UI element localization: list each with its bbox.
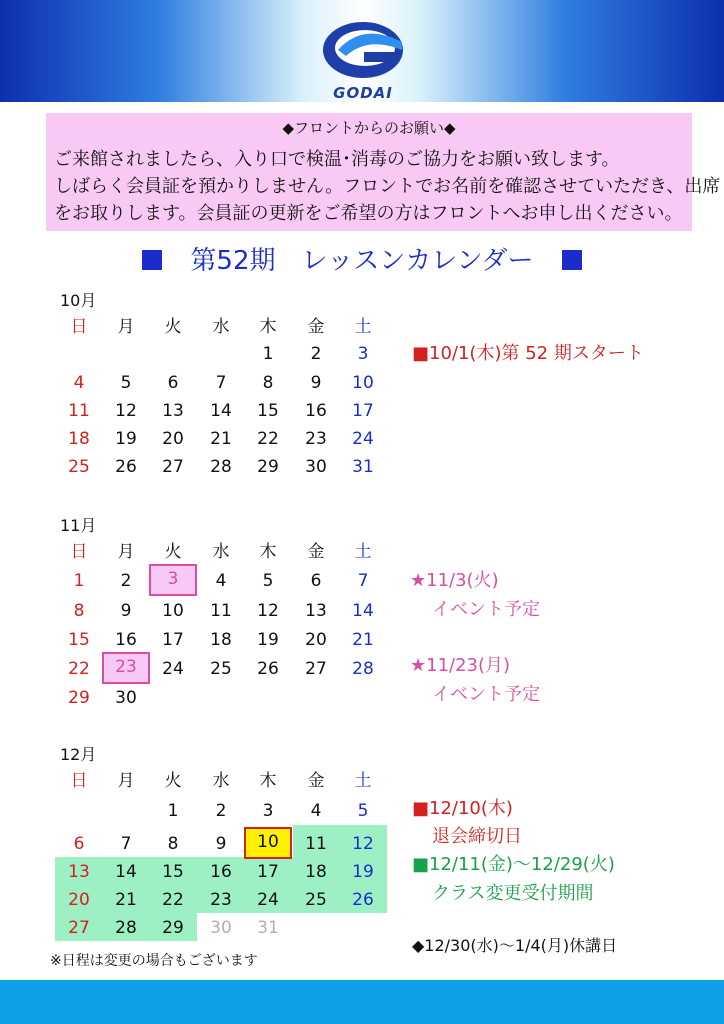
weekday-header: 火 <box>164 771 182 791</box>
calendar-day: 30 <box>115 688 137 708</box>
calendar-day: 26 <box>115 457 137 477</box>
notice-line: ご来館されましたら、入り口で検温･消毒のご協力をお願い致します。 <box>54 149 620 170</box>
event-dec11-date: ■12/11(金)～12/29(火) <box>412 854 615 875</box>
calendar-day: 1 <box>262 344 274 364</box>
calendar-day: 19 <box>352 862 374 882</box>
calendar-day: 6 <box>167 373 179 393</box>
weekday-header: 金 <box>307 542 325 562</box>
calendar-day: 29 <box>257 457 279 477</box>
weekday-header: 日 <box>70 317 88 337</box>
calendar-day: 15 <box>257 401 279 421</box>
calendar-day: 25 <box>305 890 327 910</box>
logo-text: GODAI <box>333 84 393 102</box>
calendar-day: 5 <box>262 571 274 591</box>
calendar-day: 23 <box>305 429 327 449</box>
calendar-day: 22 <box>257 429 279 449</box>
calendar-day: 3 <box>149 564 197 596</box>
calendar-day: 16 <box>305 401 327 421</box>
calendar-day: 12 <box>257 601 279 621</box>
calendar-day: 8 <box>167 834 179 854</box>
calendar-day: 13 <box>68 862 90 882</box>
calendar-day: 6 <box>73 834 85 854</box>
calendar-day: 12 <box>352 834 374 854</box>
calendar-day: 7 <box>120 834 132 854</box>
calendar-day: 27 <box>162 457 184 477</box>
calendar-day: 5 <box>120 373 132 393</box>
weekday-header: 日 <box>70 771 88 791</box>
calendar-day: 31 <box>257 918 279 938</box>
event-dec10-date: ■12/10(木) <box>412 798 513 819</box>
calendar-day: 18 <box>210 630 232 650</box>
calendar-day: 24 <box>257 890 279 910</box>
calendar-day: 26 <box>352 890 374 910</box>
calendar-day: 14 <box>210 401 232 421</box>
notice-line: をお取りします。会員証の更新をご希望の方はフロントへお申し出ください。 <box>54 203 683 224</box>
weekday-header: 土 <box>354 542 372 562</box>
weekday-header: 金 <box>307 771 325 791</box>
event-dec10-desc: 退会締切日 <box>432 826 522 847</box>
calendar-day: 19 <box>257 630 279 650</box>
calendar-day: 16 <box>115 630 137 650</box>
calendar-day: 17 <box>162 630 184 650</box>
calendar-day: 28 <box>352 659 374 679</box>
calendar-day: 13 <box>162 401 184 421</box>
calendar-day: 10 <box>244 827 292 859</box>
weekday-header: 木 <box>259 771 277 791</box>
weekday-header: 月 <box>117 317 135 337</box>
calendar-day: 17 <box>352 401 374 421</box>
godai-swirl-icon <box>318 16 408 86</box>
weekday-header: 月 <box>117 771 135 791</box>
calendar-day: 18 <box>305 862 327 882</box>
footer-bar <box>0 980 724 1024</box>
calendar-day: 1 <box>167 801 179 821</box>
calendar-day: 7 <box>357 571 369 591</box>
calendar-day: 14 <box>115 862 137 882</box>
calendar-day: 11 <box>305 834 327 854</box>
calendar-day: 25 <box>210 659 232 679</box>
calendar-day: 4 <box>215 571 227 591</box>
calendar-title-text: 第52期 レッスンカレンダー <box>190 246 534 276</box>
calendar-day: 10 <box>352 373 374 393</box>
godai-logo <box>318 16 408 102</box>
calendar-day: 27 <box>305 659 327 679</box>
calendar-day: 9 <box>215 834 227 854</box>
weekday-header: 土 <box>354 771 372 791</box>
calendar-day: 2 <box>215 801 227 821</box>
calendar-day: 26 <box>257 659 279 679</box>
calendar-day: 23 <box>210 890 232 910</box>
calendar-day: 24 <box>162 659 184 679</box>
calendar-day: 22 <box>162 890 184 910</box>
calendar-day: 4 <box>73 373 85 393</box>
calendar-day: 12 <box>115 401 137 421</box>
calendar-day: 30 <box>210 918 232 938</box>
calendar-day: 3 <box>357 344 369 364</box>
calendar-day: 11 <box>68 401 90 421</box>
calendar-day: 25 <box>68 457 90 477</box>
event-nov23-date: ★11/23(月) <box>410 655 511 676</box>
weekday-header: 月 <box>117 542 135 562</box>
weekday-header: 木 <box>259 317 277 337</box>
event-oct-start: ■10/1(木)第 52 期スタート <box>412 343 644 364</box>
calendar-day: 10 <box>162 601 184 621</box>
weekday-header: 水 <box>212 317 230 337</box>
calendar-day: 24 <box>352 429 374 449</box>
calendar-day: 17 <box>257 862 279 882</box>
footer-note: ※日程は変更の場合もございます <box>50 953 258 969</box>
calendar-day: 29 <box>68 688 90 708</box>
calendar-day: 18 <box>68 429 90 449</box>
calendar-day: 9 <box>120 601 132 621</box>
event-holiday: ◆12/30(水)～1/4(月)休講日 <box>412 936 618 955</box>
event-nov23-desc: イベント予定 <box>432 684 540 705</box>
calendar-day: 21 <box>115 890 137 910</box>
calendar-day: 29 <box>162 918 184 938</box>
header-banner <box>0 0 724 102</box>
calendar-day: 5 <box>357 801 369 821</box>
calendar-day: 20 <box>68 890 90 910</box>
calendar-day: 15 <box>68 630 90 650</box>
calendar-title <box>0 240 724 277</box>
calendar-day: 21 <box>210 429 232 449</box>
calendar-day: 30 <box>305 457 327 477</box>
notice-box <box>46 113 721 231</box>
calendar-day: 13 <box>305 601 327 621</box>
weekday-header: 水 <box>212 771 230 791</box>
calendar-day: 20 <box>305 630 327 650</box>
calendar-day: 28 <box>210 457 232 477</box>
calendar-day: 6 <box>310 571 322 591</box>
weekday-header: 火 <box>164 542 182 562</box>
calendar-day: 2 <box>120 571 132 591</box>
event-dec11-desc: クラス変更受付期間 <box>432 883 594 904</box>
calendar-day: 23 <box>102 652 150 684</box>
weekday-header: 土 <box>354 317 372 337</box>
calendar-day: 27 <box>68 918 90 938</box>
square-icon <box>562 250 582 270</box>
calendar-day: 21 <box>352 630 374 650</box>
calendar-day: 20 <box>162 429 184 449</box>
calendar-day: 16 <box>210 862 232 882</box>
notice-line: しばらく会員証を預かりしません。フロントでお名前を確認させていただき、出席 <box>54 176 721 197</box>
weekday-header: 日 <box>70 542 88 562</box>
weekday-header: 水 <box>212 542 230 562</box>
calendar-day: 11 <box>210 601 232 621</box>
event-nov3-desc: イベント予定 <box>432 599 540 620</box>
calendar-day: 15 <box>162 862 184 882</box>
calendar-day: 8 <box>262 373 274 393</box>
calendar-day: 28 <box>115 918 137 938</box>
month-label: 12月 <box>60 745 97 764</box>
calendar-day: 14 <box>352 601 374 621</box>
calendar-day: 9 <box>310 373 322 393</box>
weekday-header: 金 <box>307 317 325 337</box>
month-label: 10月 <box>60 291 97 310</box>
month-label: 11月 <box>60 516 97 535</box>
notice-title: ◆フロントからのお願い◆ <box>282 119 456 137</box>
calendar-day: 8 <box>73 601 85 621</box>
calendar-day: 1 <box>73 571 85 591</box>
calendar-day: 3 <box>262 801 274 821</box>
weekday-header: 木 <box>259 542 277 562</box>
weekday-header: 火 <box>164 317 182 337</box>
calendar-day: 19 <box>115 429 137 449</box>
calendar-day: 4 <box>310 801 322 821</box>
calendar-day: 2 <box>310 344 322 364</box>
calendar-day: 22 <box>68 659 90 679</box>
event-nov3-date: ★11/3(火) <box>410 570 499 591</box>
calendar-day: 31 <box>352 457 374 477</box>
square-icon <box>142 250 162 270</box>
calendar-day: 7 <box>215 373 227 393</box>
